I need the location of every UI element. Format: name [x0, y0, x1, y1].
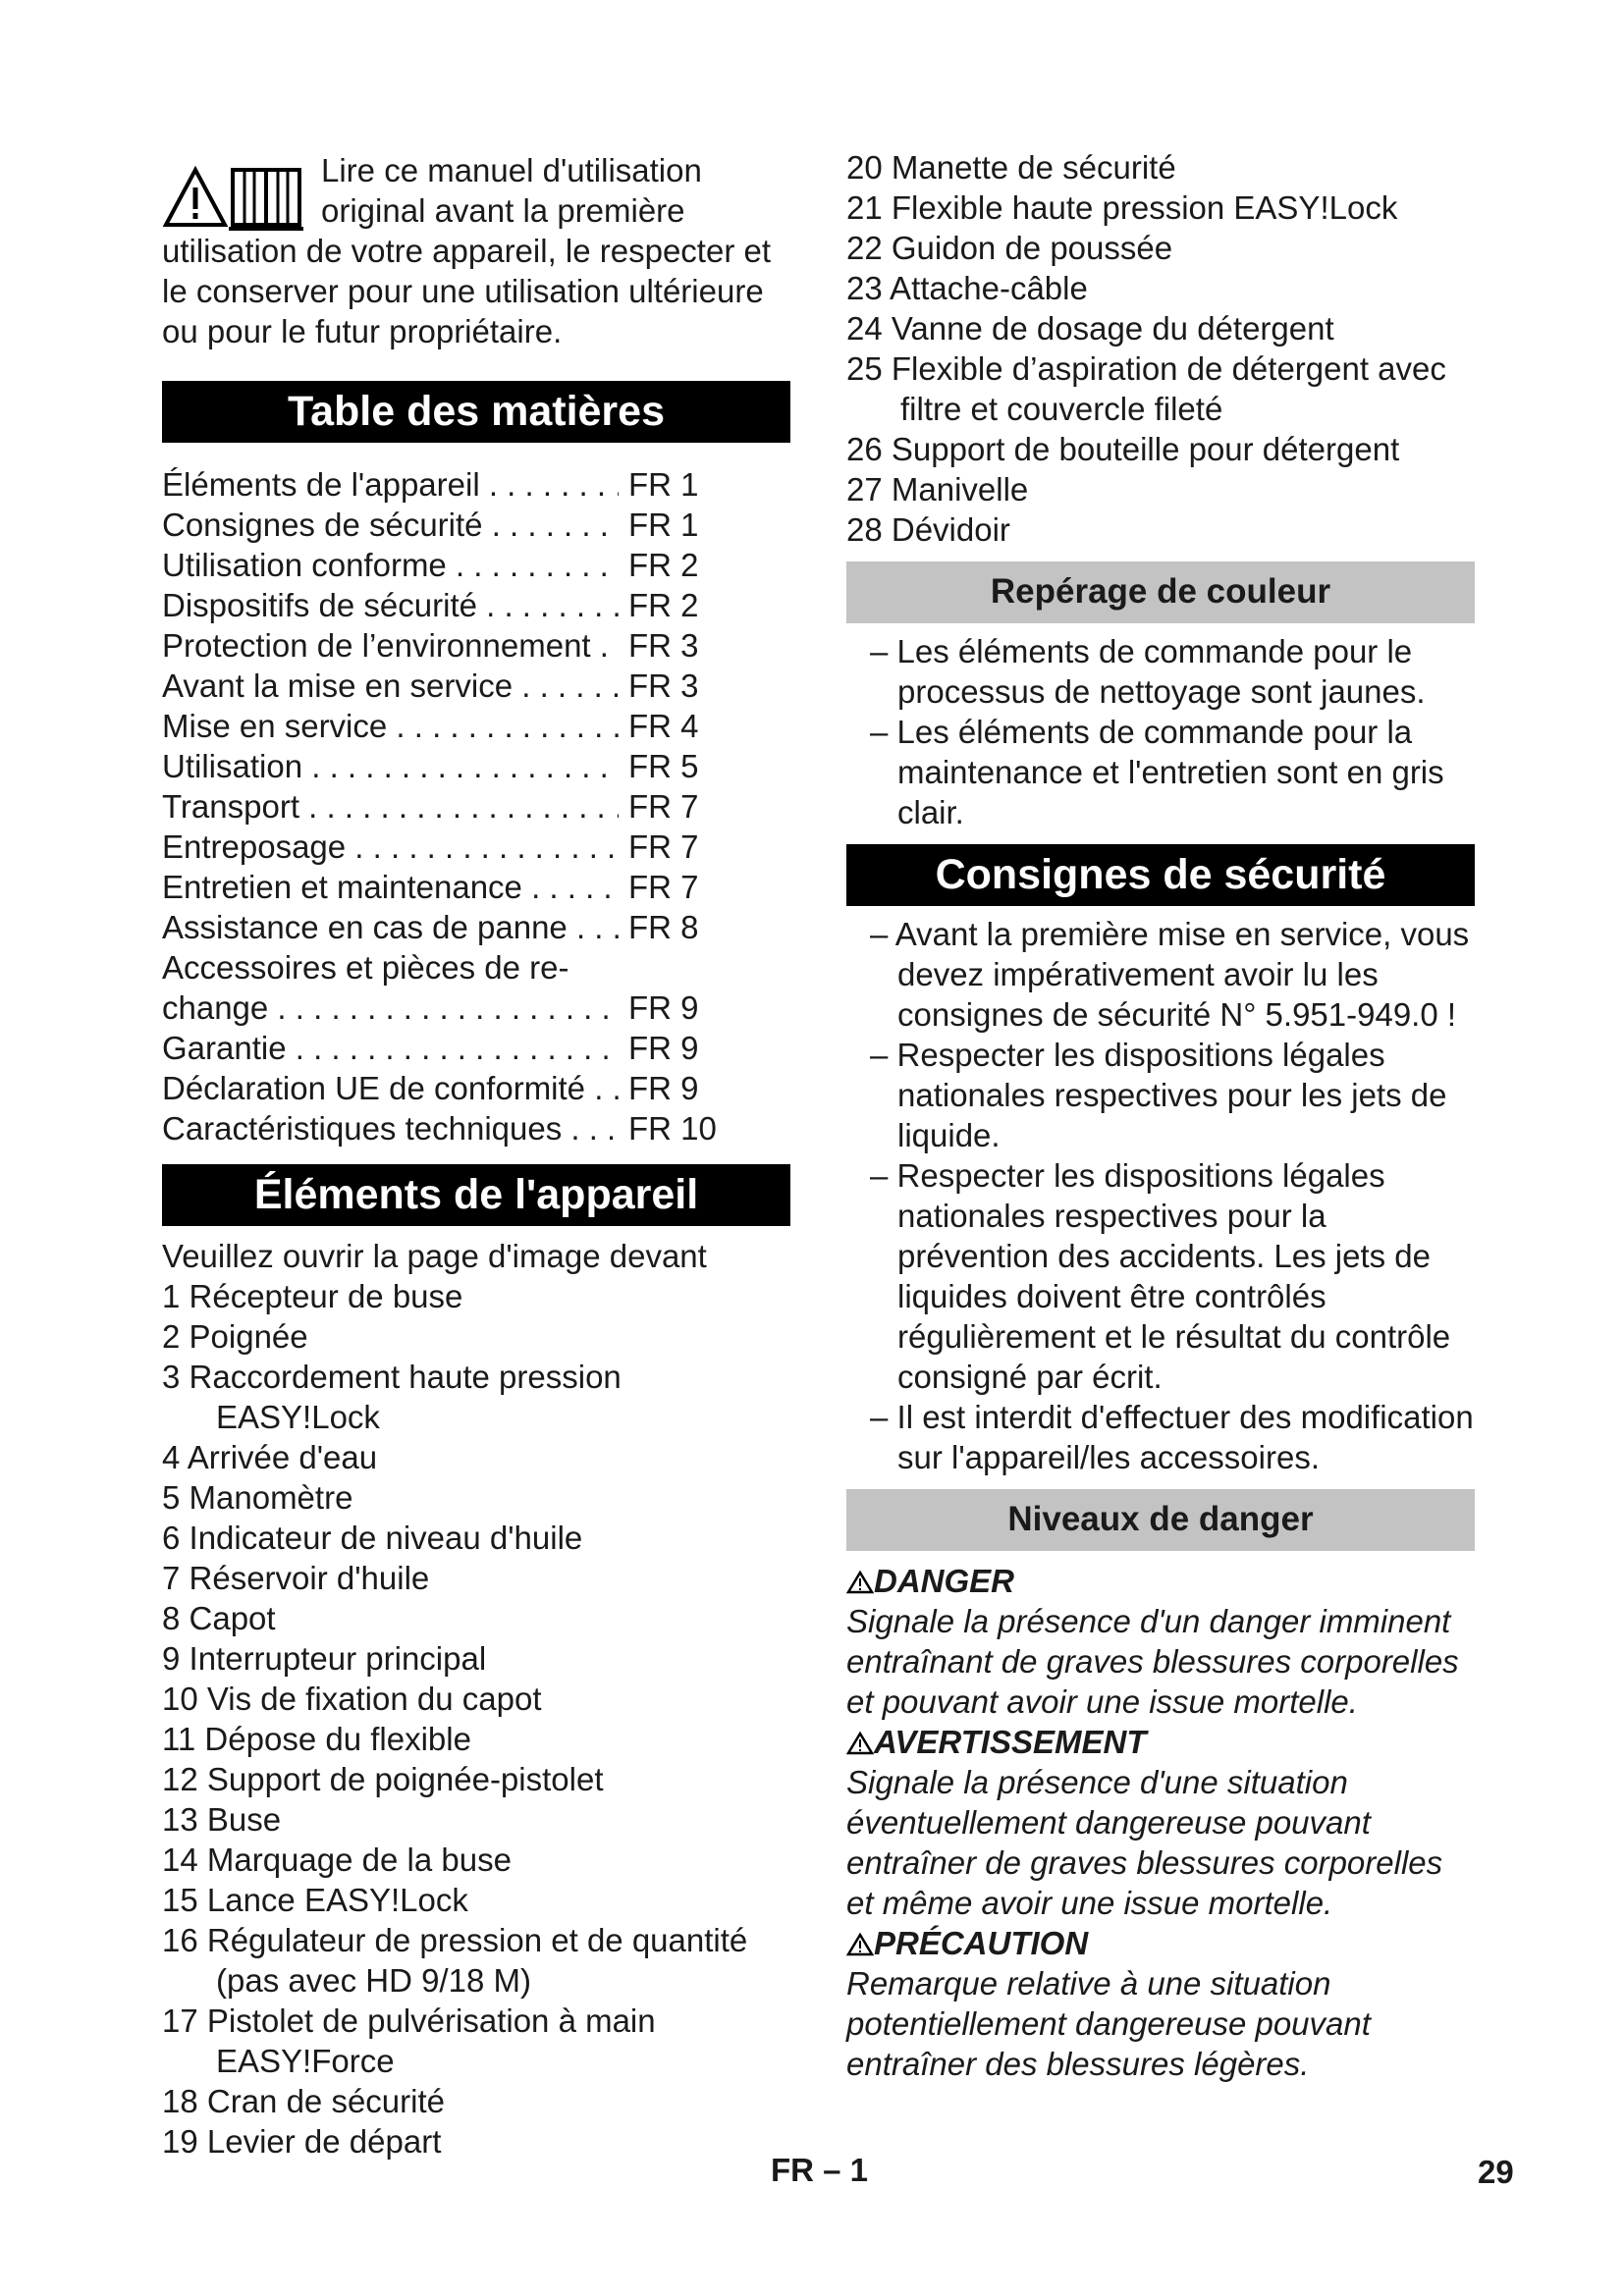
list-item: 19 Levier de départ: [162, 2123, 442, 2160]
danger-level: [846, 1722, 1475, 1923]
toc-row[interactable]: Utilisation . . . FR 5: [162, 746, 790, 786]
danger-level: [846, 1923, 1475, 2084]
list-item: 27 Manivelle: [846, 471, 1029, 507]
list-item: 14 Marquage de la buse: [162, 1842, 512, 1878]
warning-triangle-icon: [846, 1933, 874, 1956]
danger-level: [846, 1561, 1475, 1722]
list-item: – Respecter les dispositions légales nationales respectives pour la prévention des accidents. Les jets de liquides doivent être contrôlés régulièrement et le résultat du contrôle consigné par écrit.: [870, 1157, 1451, 1395]
toc-row-wrapped-title[interactable]: Accessoires et pièces de re-: [162, 949, 569, 986]
list-item: 10 Vis de fixation du capot: [162, 1681, 542, 1717]
list-item: 21 Flexible haute pression EASY!Lock: [846, 189, 1398, 226]
footer-section-page: FR – 1: [771, 2152, 869, 2188]
toc-row[interactable]: Utilisation conforme . . . FR 2: [162, 545, 790, 585]
list-item: 12 Support de poignée-pistolet: [162, 1761, 604, 1797]
toc-row[interactable]: Assistance en cas de panne . . . FR 8: [162, 907, 790, 947]
page-number: 29: [1478, 2154, 1514, 2190]
toc-row[interactable]: Dispositifs de sécurité . . . FR 2: [162, 585, 790, 625]
toc-row[interactable]: Éléments de l'appareil . . . FR 1: [162, 464, 790, 505]
list-item: 11 Dépose du flexible: [162, 1721, 471, 1757]
list-item: 13 Buse: [162, 1801, 282, 1838]
right-column: [846, 147, 1475, 2084]
list-item: – Il est interdit d'effectuer des modification sur l'appareil/les accessoires.: [870, 1399, 1474, 1475]
list-item: – Respecter les dispositions légales nationales respectives pour les jets de liquide.: [870, 1037, 1447, 1153]
list-item: – Avant la première mise en service, vous devez impérativement avoir lu les consignes de sécurité N° 5.951-949.0 !: [870, 916, 1470, 1033]
list-item: 6 Indicateur de niveau d'huile: [162, 1520, 583, 1556]
toc-row[interactable]: Déclaration UE de conformité . . . FR 9: [162, 1068, 790, 1108]
elements-list: [162, 1276, 790, 2162]
caution-title: PRÉCAUTION: [874, 1925, 1089, 1961]
elements-heading: Éléments de l'appareil: [162, 1164, 790, 1226]
danger-levels-heading: Niveaux de danger: [846, 1489, 1475, 1551]
list-item: 18 Cran de sécurité: [162, 2083, 445, 2119]
list-item: 23 Attache-câble: [846, 270, 1088, 306]
toc-row[interactable]: Entretien et maintenance . . . FR 7: [162, 867, 790, 907]
toc-row[interactable]: Consignes de sécurité . . . FR 1: [162, 505, 790, 545]
toc-row[interactable]: Transport . . . FR 7: [162, 786, 790, 827]
list-item: 4 Arrivée d'eau: [162, 1439, 378, 1475]
caution-text: Remarque relative à une situation potentiellement dangereuse pouvant entraîner des blessures légères.: [846, 1965, 1371, 2082]
list-item: 9 Interrupteur principal: [162, 1640, 487, 1677]
list-item: 8 Capot: [162, 1600, 276, 1636]
list-item: 28 Dévidoir: [846, 511, 1010, 548]
danger-title: DANGER: [874, 1563, 1015, 1599]
list-item: 2 Poignée: [162, 1318, 308, 1355]
list-item: – Les éléments de commande pour le processus de nettoyage sont jaunes.: [870, 633, 1426, 710]
elements-intro: Veuillez ouvrir la page d'image devant: [162, 1238, 707, 1274]
toc-heading: Table des matières: [162, 381, 790, 443]
table-of-contents: [162, 464, 790, 1148]
list-item: 1 Récepteur de buse: [162, 1278, 463, 1314]
list-item: 22 Guidon de poussée: [846, 230, 1173, 266]
list-item: 25 Flexible d’aspiration de détergent avec filtre et couvercle fileté: [846, 350, 1446, 427]
list-item: 5 Manomètre: [162, 1479, 353, 1516]
toc-row[interactable]: Caractéristiques techniques . . . FR 10: [162, 1108, 790, 1148]
list-item: 7 Réservoir d'huile: [162, 1560, 430, 1596]
toc-row[interactable]: Mise en service . . . FR 4: [162, 706, 790, 746]
left-column: [162, 147, 790, 2162]
danger-text: Signale la présence d'un danger imminent entraînant de graves blessures corporelles et pouvant avoir une issue mortelle.: [846, 1603, 1459, 1720]
intro-block: [162, 150, 790, 351]
warning-triangle-icon: [846, 1732, 874, 1755]
list-item: – Les éléments de commande pour la maintenance et l'entretien sont en gris clair.: [870, 714, 1444, 830]
warning-text: Signale la présence d'une situation éventuellement dangereuse pouvant entraîner de graves blessures corporelles et même avoir une issue mortelle.: [846, 1764, 1443, 1921]
safety-heading: Consignes de sécurité: [846, 844, 1475, 906]
list-item: 20 Manette de sécurité: [846, 149, 1176, 186]
list-item: 16 Régulateur de pression et de quantité (pas avec HD 9/18 M): [162, 1922, 748, 1999]
toc-row[interactable]: change . . . FR 9: [162, 988, 790, 1028]
elements-list-continued: [846, 147, 1475, 550]
list-item: 15 Lance EASY!Lock: [162, 1882, 468, 1918]
toc-row[interactable]: Avant la mise en service . . . FR 3: [162, 666, 790, 706]
toc-row[interactable]: Entreposage . . . FR 7: [162, 827, 790, 867]
toc-row[interactable]: Garantie . . . FR 9: [162, 1028, 790, 1068]
warning-title: AVERTISSEMENT: [874, 1724, 1147, 1760]
toc-row[interactable]: Protection de l’environnement . . . FR 3: [162, 625, 790, 666]
intro-text: Lire ce manuel d'utilisation original avant la première utilisation de votre appareil, le respecter et le conserver pour une utilisation ultérieure ou pour le futur propriétaire.: [162, 152, 772, 349]
warning-triangle-icon: [846, 1571, 874, 1594]
list-item: 3 Raccordement haute pression EASY!Lock: [162, 1359, 622, 1435]
list-item: 17 Pistolet de pulvérisation à main EASY!Force: [162, 2002, 656, 2079]
color-marking-heading: Repérage de couleur: [846, 561, 1475, 623]
list-item: 26 Support de bouteille pour détergent: [846, 431, 1400, 467]
warning-read-manual-icon: [162, 156, 309, 231]
list-item: 24 Vanne de dosage du détergent: [846, 310, 1334, 347]
